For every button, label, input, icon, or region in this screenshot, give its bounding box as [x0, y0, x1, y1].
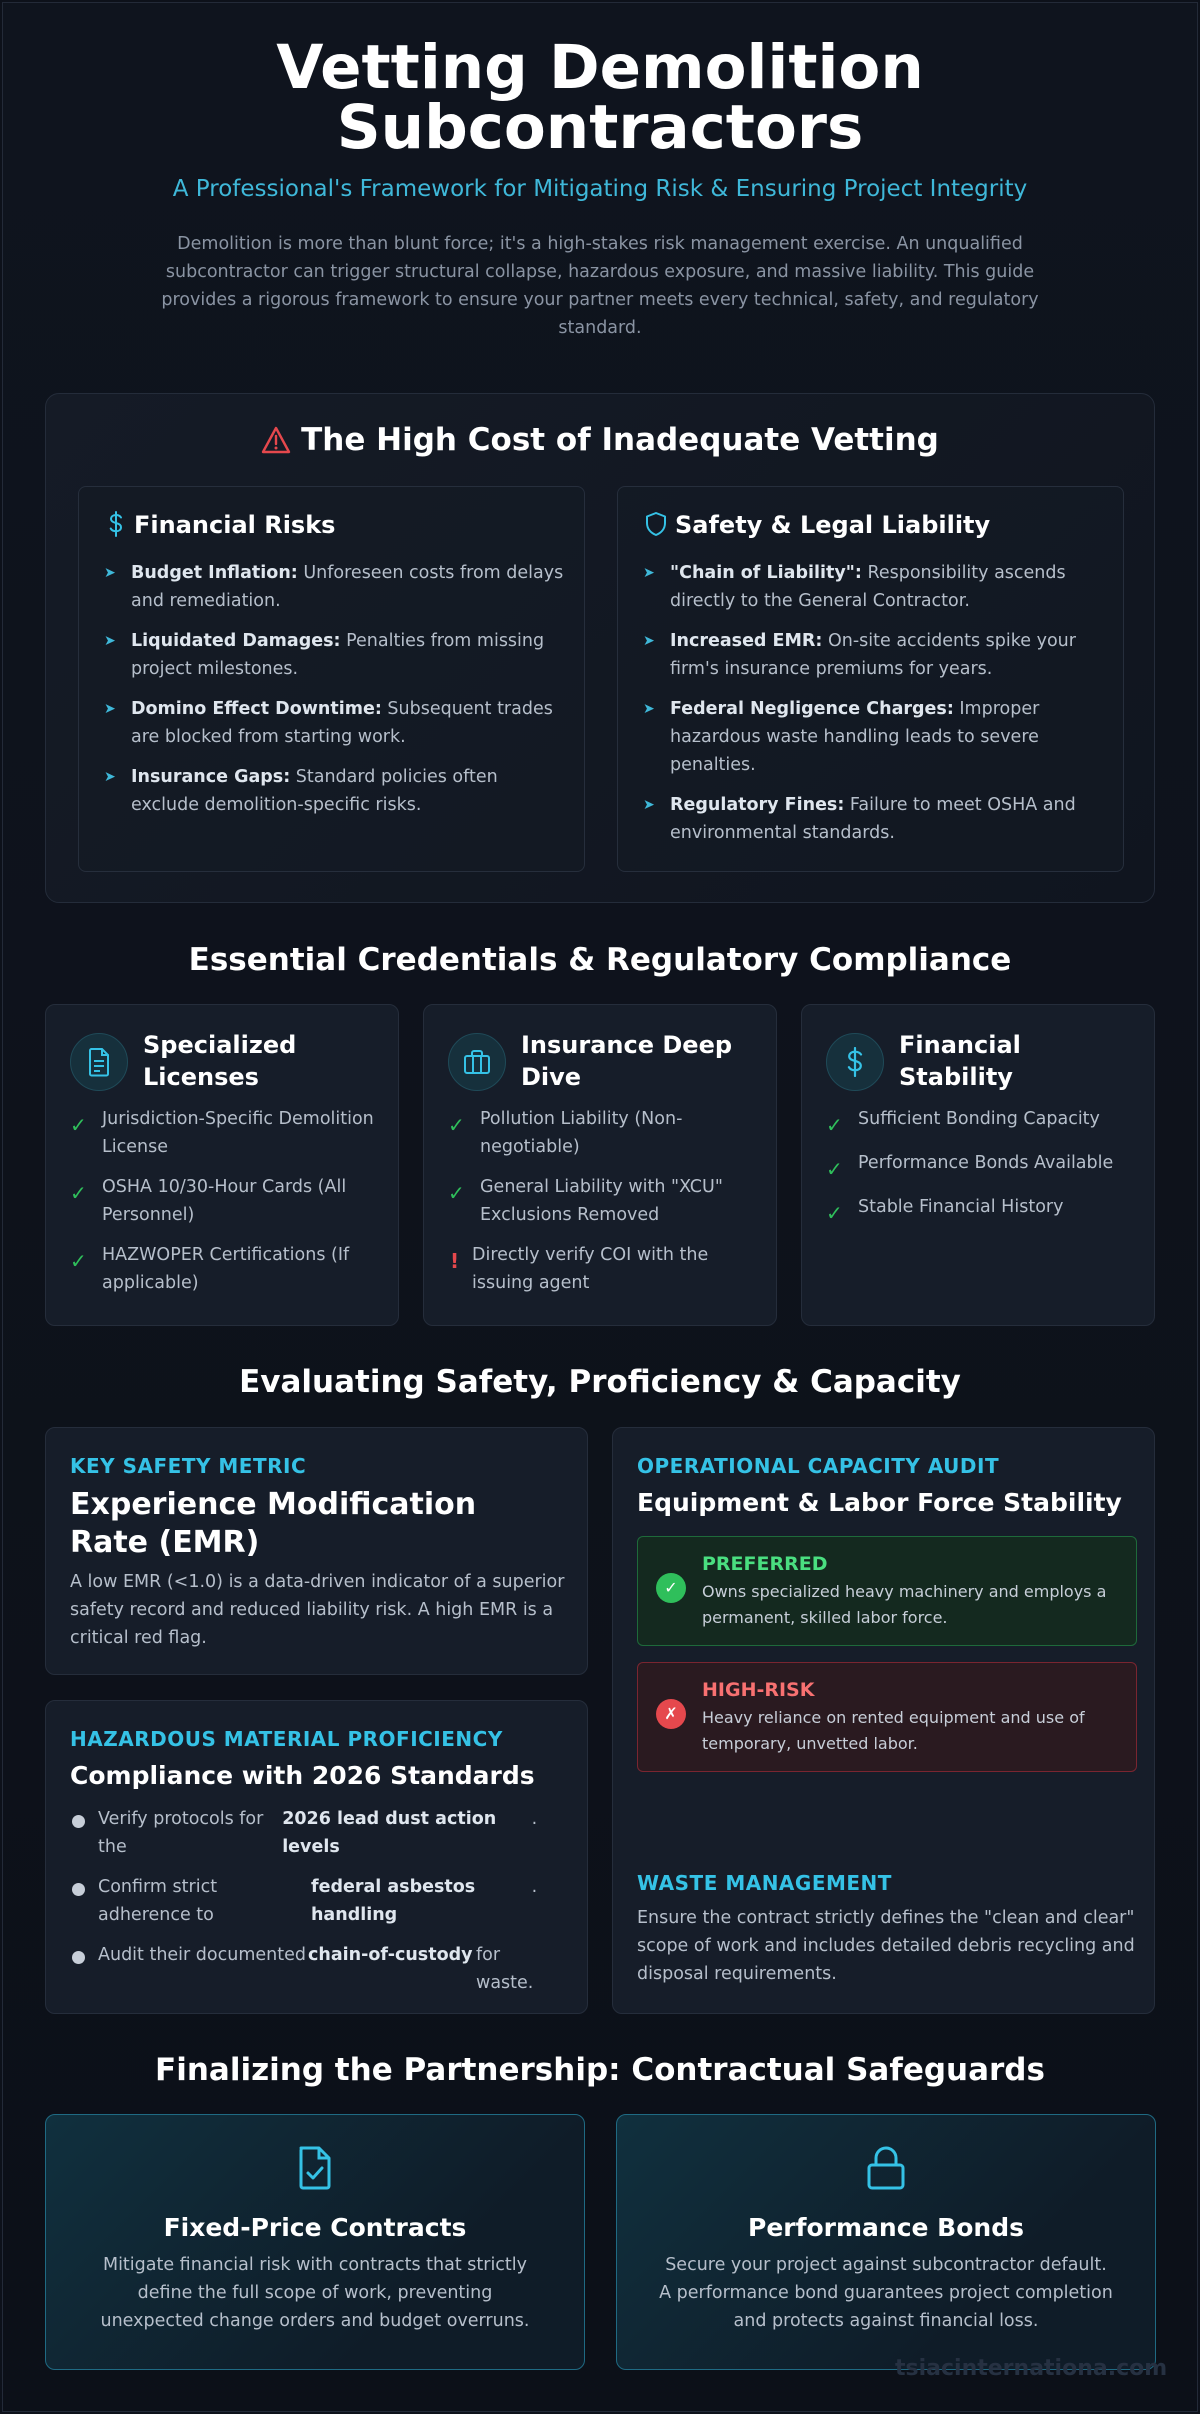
financial-risks-box — [78, 486, 585, 872]
list-item — [70, 1873, 570, 1929]
list-item — [70, 1105, 382, 1161]
insurance-card — [423, 1004, 777, 1326]
preferred-box — [637, 1536, 1137, 1646]
list-item — [70, 1173, 382, 1229]
hazmat-card — [45, 1700, 588, 2014]
item-bold: federal asbestos handling — [310, 1877, 476, 1925]
high-cost-panel — [45, 393, 1155, 903]
financial-risks-title: Financial Risks — [134, 511, 336, 539]
item-text: Directly verify COI with the issuing agent — [472, 1245, 709, 1293]
risk-term: Domino Effect Downtime: — [131, 699, 382, 719]
file-check-icon — [46, 2145, 584, 2195]
financial-stability-title: Financial Stability — [899, 1031, 1021, 1091]
risk-term: Increased EMR: — [670, 631, 823, 651]
warning-icon — [261, 426, 291, 454]
fixed-price-text: Mitigate financial risk with contracts that strictly define the full scope of work, preventing unexpected change orders and budget overruns. — [100, 2255, 530, 2331]
safety-liability-box — [617, 486, 1124, 872]
hazmat-kicker: HAZARDOUS MATERIAL PROFICIENCY — [70, 1727, 503, 1751]
licenses-title: Specialized Licenses — [143, 1031, 297, 1091]
check-icon: ✓ — [70, 1113, 87, 1137]
safety-liability-title: Safety & Legal Liability — [675, 511, 991, 539]
risk-term: Liquidated Damages: — [131, 631, 341, 651]
intro-paragraph: Demolition is more than blunt force; it's a high-stakes risk management exercise. An unqualified subcontractor can trigger structural collapse, hazardous exposure, and massive liability. This guide provides a rigorous framework to ensure your partner meets every technical, safety, and regulatory standard. — [161, 234, 1039, 338]
risk-text: Penalties from missing project milestones. — [131, 631, 545, 679]
check-icon: ✓ — [448, 1181, 465, 1205]
list-item — [70, 1941, 570, 1997]
risk-text: Improper hazardous waste handling leads to severe penalties. — [670, 699, 1040, 775]
title-line-1: Vetting Demolition — [276, 32, 924, 103]
check-icon: ✓ — [448, 1113, 465, 1137]
financial-risks-heading — [106, 511, 335, 539]
capacity-heading: Equipment & Labor Force Stability — [637, 1488, 1122, 1517]
list-item — [448, 1105, 760, 1161]
risk-text: Unforeseen costs from delays and remediation. — [131, 563, 564, 611]
risk-term: Regulatory Fines: — [670, 795, 845, 815]
page-subtitle: A Professional's Framework for Mitigating Risk & Ensuring Project Integrity — [172, 176, 1028, 202]
item-text: Sufficient Bonding Capacity — [858, 1109, 1100, 1129]
list-item — [448, 1173, 760, 1229]
insurance-title: Insurance Deep Dive — [521, 1031, 733, 1091]
check-icon: ✓ — [826, 1201, 843, 1225]
list-item — [826, 1105, 1138, 1137]
high-cost-title: The High Cost of Inadequate Vetting — [301, 422, 939, 458]
preferred-label: PREFERRED — [702, 1553, 828, 1575]
list-item — [104, 627, 564, 683]
licenses-card — [45, 1004, 399, 1326]
emr-description: A low EMR (<1.0) is a data-driven indicator of a superior safety record and reduced liability risk. A high EMR is a critical red flag. — [70, 1572, 565, 1648]
check-icon: ✓ — [70, 1249, 87, 1273]
emr-card — [45, 1427, 588, 1675]
item-text: Verify protocols for the — [98, 1809, 264, 1857]
item-text: OSHA 10/30-Hour Cards (All Personnel) — [102, 1177, 347, 1225]
evaluating-heading: Evaluating Safety, Proficiency & Capacity — [239, 1364, 961, 1400]
item-text: Confirm strict adherence to — [98, 1877, 218, 1925]
fixed-price-card — [45, 2114, 585, 2370]
risk-text: Failure to meet OSHA and environmental standards. — [670, 795, 1076, 843]
item-text: Performance Bonds Available — [858, 1153, 1114, 1173]
item-text: . — [531, 1877, 538, 1897]
high-cost-heading — [46, 422, 1154, 458]
waste-kicker: WASTE MANAGEMENT — [637, 1871, 892, 1895]
list-item — [104, 763, 564, 819]
document-icon — [70, 1033, 128, 1091]
risk-text: Responsibility ascends directly to the General Contractor. — [670, 563, 1066, 611]
item-text: Audit their documented — [98, 1945, 306, 1965]
fixed-price-title: Fixed-Price Contracts — [163, 2213, 467, 2242]
high-risk-text: Heavy reliance on rented equipment and use of temporary, unvetted labor. — [702, 1708, 1085, 1753]
item-text: Stable Financial History — [858, 1197, 1064, 1217]
check-icon: ✓ — [826, 1113, 843, 1137]
emr-kicker: KEY SAFETY METRIC — [70, 1454, 307, 1478]
item-text: for waste. — [476, 1945, 534, 1993]
dollar-icon — [826, 1033, 884, 1091]
credentials-heading: Essential Credentials & Regulatory Compliance — [188, 942, 1012, 978]
risk-text: Subsequent trades are blocked from starting work. — [131, 699, 553, 747]
financial-stability-card — [801, 1004, 1155, 1326]
list-item — [643, 791, 1103, 847]
list-item — [643, 627, 1103, 683]
preferred-text: Owns specialized heavy machinery and employs a permanent, skilled labor force. — [702, 1582, 1107, 1627]
item-text: Jurisdiction-Specific Demolition License — [102, 1109, 374, 1157]
title-line-2: Subcontractors — [336, 92, 864, 163]
list-item — [448, 1241, 760, 1297]
briefcase-icon — [448, 1033, 506, 1091]
item-text: Pollution Liability (Non-negotiable) — [480, 1109, 683, 1157]
risk-term: Budget Inflation: — [131, 563, 298, 583]
list-item — [826, 1193, 1138, 1225]
item-bold: chain-of-custody — [308, 1945, 473, 1965]
x-circle-icon: ✗ — [656, 1699, 686, 1729]
list-item — [643, 695, 1103, 779]
risk-text: On-site accidents spike your firm's insurance premiums for years. — [670, 631, 1076, 679]
watermark: tsiacinternationa.com — [895, 2356, 1168, 2381]
risk-term: "Chain of Liability": — [670, 563, 862, 583]
finalizing-heading: Finalizing the Partnership: Contractual Safeguards — [155, 2052, 1045, 2088]
item-bold: 2026 lead dust action levels — [282, 1809, 497, 1857]
list-item — [70, 1805, 570, 1861]
capacity-card — [612, 1427, 1155, 2014]
shield-icon — [645, 511, 667, 537]
check-icon: ✓ — [70, 1181, 87, 1205]
check-circle-icon: ✓ — [656, 1573, 686, 1603]
dollar-icon — [106, 511, 126, 537]
waste-text: Ensure the contract strictly defines the "clean and clear" scope of work and includes detailed debris recycling and disposal requirements. — [637, 1908, 1135, 1984]
emr-heading: Experience Modification Rate (EMR) — [70, 1487, 477, 1560]
safety-liability-heading — [645, 511, 990, 539]
hazmat-heading: Compliance with 2026 Standards — [70, 1761, 535, 1790]
item-text: General Liability with "XCU" Exclusions Removed — [480, 1177, 723, 1225]
risk-term: Federal Negligence Charges: — [670, 699, 954, 719]
performance-bonds-title: Performance Bonds — [748, 2213, 1024, 2242]
capacity-kicker: OPERATIONAL CAPACITY AUDIT — [637, 1454, 1000, 1478]
check-icon: ✓ — [826, 1157, 843, 1181]
risk-text: Standard policies often exclude demolition-specific risks. — [131, 767, 498, 815]
lock-icon — [617, 2145, 1155, 2195]
list-item — [826, 1149, 1138, 1181]
list-item — [104, 559, 564, 615]
list-item — [104, 695, 564, 751]
list-item — [70, 1241, 382, 1297]
exclamation-icon: ! — [450, 1249, 460, 1273]
item-text: . — [531, 1809, 538, 1829]
high-risk-box — [637, 1662, 1137, 1772]
risk-term: Insurance Gaps: — [131, 767, 291, 787]
performance-bonds-text: Secure your project against subcontractor default. A performance bond guarantees project completion and protects against financial loss. — [659, 2255, 1113, 2331]
high-risk-label: HIGH-RISK — [702, 1679, 815, 1701]
item-text: HAZWOPER Certifications (If applicable) — [102, 1245, 350, 1293]
page-title — [0, 32, 1200, 163]
list-item — [643, 559, 1103, 615]
performance-bonds-card — [616, 2114, 1156, 2370]
